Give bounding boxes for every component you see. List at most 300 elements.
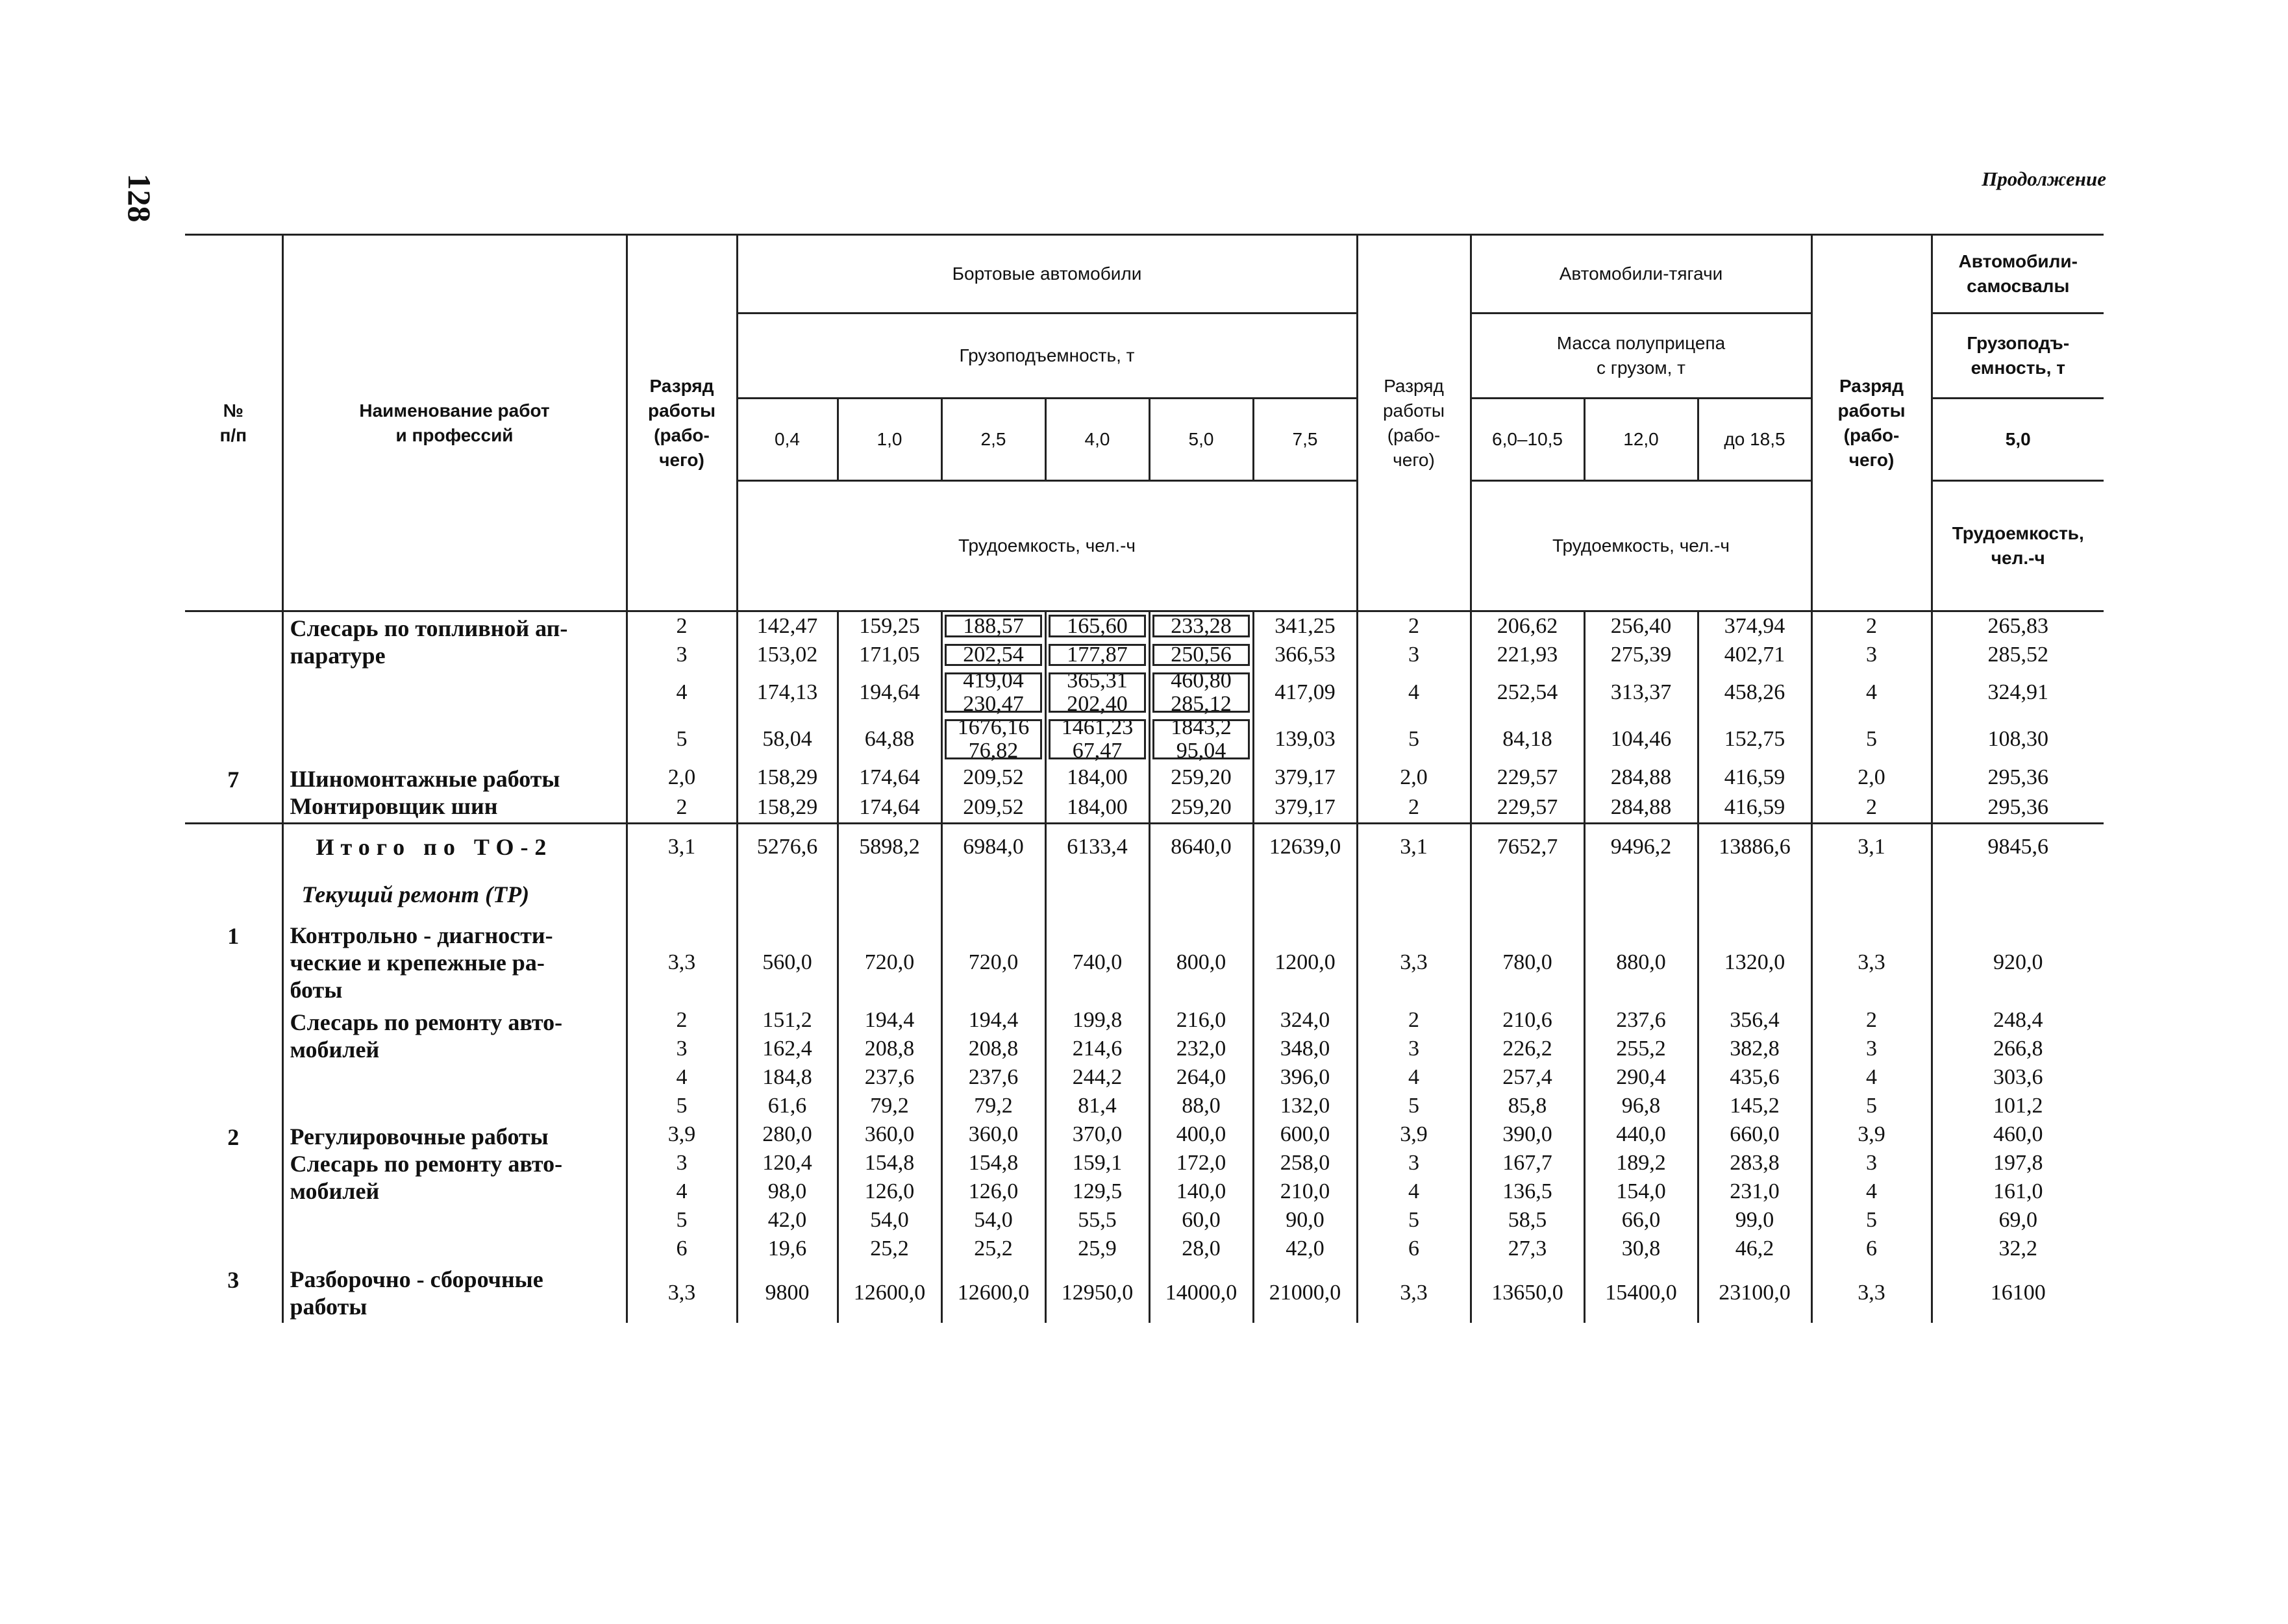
- table-cell: 5: [627, 716, 737, 763]
- table-cell: 2,0: [1357, 763, 1471, 793]
- table-cell: 440,0: [1584, 1120, 1698, 1149]
- table-cell: 3: [1811, 1149, 1932, 1177]
- row-index: 7: [185, 763, 282, 824]
- table-cell: 360,0: [838, 1120, 941, 1149]
- table-row: [185, 1263, 2104, 1323]
- table-cell: 3: [627, 1035, 737, 1063]
- table-cell: 3,9: [1811, 1120, 1932, 1149]
- table-cell: 460,0: [1932, 1120, 2104, 1149]
- table-cell: 348,0: [1253, 1035, 1357, 1063]
- table-cell: 2: [627, 611, 737, 641]
- table-cell: 3,3: [627, 919, 737, 1006]
- table-cell: 390,0: [1471, 1120, 1584, 1149]
- table-cell: 25,9: [1045, 1235, 1149, 1263]
- table-cell: 184,8: [737, 1063, 838, 1092]
- table-cell: 366,53: [1253, 641, 1357, 669]
- table-cell: 165,60: [1045, 611, 1149, 641]
- table-cell: 142,47: [737, 611, 838, 641]
- header-index: № п/п: [185, 235, 282, 611]
- table-cell: 25,2: [838, 1235, 941, 1263]
- table-cell: 720,0: [941, 919, 1045, 1006]
- table-cell: 5: [1357, 1206, 1471, 1235]
- table-cell: 244,2: [1045, 1063, 1149, 1092]
- total-cell: 7652,7: [1471, 824, 1584, 870]
- row-index: 3: [185, 1263, 282, 1323]
- total-cell: 13886,6: [1698, 824, 1811, 870]
- table-cell: 79,2: [838, 1092, 941, 1120]
- table-cell: 2: [1811, 1006, 1932, 1035]
- labor-table-container: [185, 234, 2104, 1323]
- table-cell: 88,0: [1149, 1092, 1253, 1120]
- table-row: [185, 763, 2104, 793]
- total-label: Итого по ТО-2: [282, 824, 627, 870]
- table-cell: 5: [1357, 1092, 1471, 1120]
- table-cell: 46,2: [1698, 1235, 1811, 1263]
- table-cell: 258,0: [1253, 1149, 1357, 1177]
- work-name: Слесарь по ремонту авто- мобилей: [282, 1006, 627, 1120]
- table-cell: 4: [627, 1063, 737, 1092]
- table-row: [185, 1120, 2104, 1149]
- table-cell: 206,62: [1471, 611, 1584, 641]
- total-cell: 12639,0: [1253, 824, 1357, 870]
- table-cell: 237,6: [941, 1063, 1045, 1092]
- row-index: [185, 870, 282, 919]
- table-cell: 120,4: [737, 1149, 838, 1177]
- table-cell: 379,17: [1253, 793, 1357, 824]
- table-row: [185, 1006, 2104, 1035]
- header-onboard-vehicles: Бортовые автомобили: [737, 235, 1357, 314]
- table-cell: 85,8: [1471, 1092, 1584, 1120]
- table-cell: 295,36: [1932, 763, 2104, 793]
- table-cell: 129,5: [1045, 1177, 1149, 1206]
- table-cell: 159,25: [838, 611, 941, 641]
- table-cell: 284,88: [1584, 763, 1698, 793]
- header-mass-18-5: до 18,5: [1698, 399, 1811, 481]
- empty-cell: [1584, 870, 1698, 919]
- table-cell: 61,6: [737, 1092, 838, 1120]
- table-cell: 2: [627, 1006, 737, 1035]
- table-cell: 3,9: [627, 1120, 737, 1149]
- table-cell: 126,0: [838, 1177, 941, 1206]
- header-grade-tractors: Разряд работы (рабо- чего): [1357, 235, 1471, 611]
- table-cell: 60,0: [1149, 1206, 1253, 1235]
- header-cap-1-0: 1,0: [838, 399, 941, 481]
- empty-cell: [737, 870, 838, 919]
- table-cell: 3,9: [1357, 1120, 1471, 1149]
- table-cell: 79,2: [941, 1092, 1045, 1120]
- table-row: [185, 919, 2104, 1006]
- table-cell: 237,6: [838, 1063, 941, 1092]
- table-cell: 1461,23 67,47: [1045, 716, 1149, 763]
- page-number: 128: [121, 173, 158, 223]
- table-cell: 2: [1811, 793, 1932, 824]
- row-index: 2: [185, 1120, 282, 1263]
- table-cell: 280,0: [737, 1120, 838, 1149]
- table-cell: 360,0: [941, 1120, 1045, 1149]
- table-cell: 259,20: [1149, 763, 1253, 793]
- header-onboard-capacity: Грузоподъемность, т: [737, 314, 1357, 399]
- total-cell: 5276,6: [737, 824, 838, 870]
- table-cell: 189,2: [1584, 1149, 1698, 1177]
- table-cell: 64,88: [838, 716, 941, 763]
- table-cell: 151,2: [737, 1006, 838, 1035]
- empty-cell: [627, 870, 737, 919]
- table-cell: 370,0: [1045, 1120, 1149, 1149]
- header-cap-0-4: 0,4: [737, 399, 838, 481]
- table-cell: 13650,0: [1471, 1263, 1584, 1323]
- table-cell: 3: [627, 641, 737, 669]
- section-row: [185, 870, 2104, 919]
- table-cell: 5: [1357, 716, 1471, 763]
- table-cell: 188,57: [941, 611, 1045, 641]
- table-cell: 3: [1811, 1035, 1932, 1063]
- table-cell: 209,52: [941, 763, 1045, 793]
- table-cell: 1843,2 95,04: [1149, 716, 1253, 763]
- table-cell: 3: [627, 1149, 737, 1177]
- table-cell: 4: [1811, 669, 1932, 716]
- table-cell: 226,2: [1471, 1035, 1584, 1063]
- table-cell: 4: [1811, 1177, 1932, 1206]
- table-cell: 417,09: [1253, 669, 1357, 716]
- table-cell: 84,18: [1471, 716, 1584, 763]
- table-cell: 154,8: [941, 1149, 1045, 1177]
- table-cell: 136,5: [1471, 1177, 1584, 1206]
- table-cell: 2: [1811, 611, 1932, 641]
- empty-cell: [941, 870, 1045, 919]
- table-cell: 174,64: [838, 793, 941, 824]
- table-cell: 660,0: [1698, 1120, 1811, 1149]
- table-cell: 126,0: [941, 1177, 1045, 1206]
- header-cap-2-5: 2,5: [941, 399, 1045, 481]
- table-cell: 233,28: [1149, 611, 1253, 641]
- table-cell: 5: [1811, 1206, 1932, 1235]
- table-cell: 265,83: [1932, 611, 2104, 641]
- table-cell: 6: [627, 1235, 737, 1263]
- table-cell: 324,91: [1932, 669, 2104, 716]
- work-name: Контрольно - диагности- ческие и крепежные ра- боты: [282, 919, 627, 1006]
- table-cell: 295,36: [1932, 793, 2104, 824]
- table-cell: 197,8: [1932, 1149, 2104, 1177]
- table-cell: 237,6: [1584, 1006, 1698, 1035]
- table-cell: 396,0: [1253, 1063, 1357, 1092]
- table-cell: 4: [1357, 669, 1471, 716]
- table-body: [185, 611, 2104, 1323]
- table-row: [185, 611, 2104, 641]
- table-cell: 4: [1357, 1063, 1471, 1092]
- total-cell: 6133,4: [1045, 824, 1149, 870]
- table-header: [185, 235, 2104, 611]
- continued-label: Продолжение: [1982, 167, 2106, 190]
- table-cell: 172,0: [1149, 1149, 1253, 1177]
- header-cap-4-0: 4,0: [1045, 399, 1149, 481]
- header-dump-capacity: Грузоподъ- емность, т: [1932, 314, 2104, 399]
- table-cell: 210,6: [1471, 1006, 1584, 1035]
- table-cell: 108,30: [1932, 716, 2104, 763]
- table-cell: 216,0: [1149, 1006, 1253, 1035]
- table-cell: 313,37: [1584, 669, 1698, 716]
- empty-cell: [1811, 870, 1932, 919]
- header-work-name: Наименование работ и профессий: [282, 235, 627, 611]
- empty-cell: [1149, 870, 1253, 919]
- table-cell: 161,0: [1932, 1177, 2104, 1206]
- table-cell: 257,4: [1471, 1063, 1584, 1092]
- labor-intensity-table: [185, 234, 2104, 1323]
- table-cell: 210,0: [1253, 1177, 1357, 1206]
- total-cell: 5898,2: [838, 824, 941, 870]
- table-cell: 140,0: [1149, 1177, 1253, 1206]
- table-cell: 66,0: [1584, 1206, 1698, 1235]
- table-cell: 229,57: [1471, 763, 1584, 793]
- table-cell: 208,8: [941, 1035, 1045, 1063]
- table-cell: 740,0: [1045, 919, 1149, 1006]
- table-cell: 158,29: [737, 763, 838, 793]
- empty-cell: [1253, 870, 1357, 919]
- table-cell: 202,54: [941, 641, 1045, 669]
- total-cell: 9845,6: [1932, 824, 2104, 870]
- table-cell: 27,3: [1471, 1235, 1584, 1263]
- table-cell: 19,6: [737, 1235, 838, 1263]
- header-mass-12: 12,0: [1584, 399, 1698, 481]
- table-cell: 28,0: [1149, 1235, 1253, 1263]
- table-cell: 152,75: [1698, 716, 1811, 763]
- work-name: Регулировочные работы Слесарь по ремонту авто- мобилей: [282, 1120, 627, 1263]
- table-cell: 2: [1357, 611, 1471, 641]
- table-cell: 5: [627, 1206, 737, 1235]
- table-cell: 720,0: [838, 919, 941, 1006]
- empty-cell: [1932, 870, 2104, 919]
- table-cell: 132,0: [1253, 1092, 1357, 1120]
- table-cell: 416,59: [1698, 793, 1811, 824]
- table-cell: 98,0: [737, 1177, 838, 1206]
- table-cell: 920,0: [1932, 919, 2104, 1006]
- table-cell: 250,56: [1149, 641, 1253, 669]
- total-cell: 8640,0: [1149, 824, 1253, 870]
- table-cell: 2: [1357, 1006, 1471, 1035]
- table-cell: 259,20: [1149, 793, 1253, 824]
- table-cell: 25,2: [941, 1235, 1045, 1263]
- table-cell: 419,04 230,47: [941, 669, 1045, 716]
- table-cell: 167,7: [1471, 1149, 1584, 1177]
- table-cell: 229,57: [1471, 793, 1584, 824]
- table-cell: 402,71: [1698, 641, 1811, 669]
- table-cell: 184,00: [1045, 793, 1149, 824]
- row-index: [185, 611, 282, 763]
- table-cell: 153,02: [737, 641, 838, 669]
- table-cell: 880,0: [1584, 919, 1698, 1006]
- header-grade-onboard: Разряд работы (рабо- чего): [627, 235, 737, 611]
- table-cell: 6: [1811, 1235, 1932, 1263]
- table-cell: 154,0: [1584, 1177, 1698, 1206]
- row-index: 1: [185, 919, 282, 1006]
- table-cell: 194,4: [838, 1006, 941, 1035]
- table-cell: 194,64: [838, 669, 941, 716]
- header-dump-labor: Трудоемкость, чел.-ч: [1932, 481, 2104, 611]
- table-cell: 12600,0: [941, 1263, 1045, 1323]
- empty-cell: [1698, 870, 1811, 919]
- work-name: Слесарь по топливной ап- паратуре: [282, 611, 627, 763]
- table-cell: 5: [627, 1092, 737, 1120]
- table-cell: 2,0: [627, 763, 737, 793]
- table-cell: 55,5: [1045, 1206, 1149, 1235]
- table-cell: 252,54: [1471, 669, 1584, 716]
- table-cell: 174,64: [838, 763, 941, 793]
- table-cell: 3,3: [627, 1263, 737, 1323]
- table-cell: 780,0: [1471, 919, 1584, 1006]
- table-cell: 600,0: [1253, 1120, 1357, 1149]
- table-cell: 171,05: [838, 641, 941, 669]
- table-cell: 58,5: [1471, 1206, 1584, 1235]
- table-cell: 14000,0: [1149, 1263, 1253, 1323]
- table-cell: 4: [1357, 1177, 1471, 1206]
- table-cell: 256,40: [1584, 611, 1698, 641]
- table-cell: 96,8: [1584, 1092, 1698, 1120]
- table-cell: 54,0: [941, 1206, 1045, 1235]
- table-cell: 3: [1811, 641, 1932, 669]
- table-cell: 2: [627, 793, 737, 824]
- row-index: [185, 824, 282, 870]
- header-tractor-labor: Трудоемкость, чел.-ч: [1471, 481, 1811, 611]
- table-cell: 324,0: [1253, 1006, 1357, 1035]
- empty-cell: [838, 870, 941, 919]
- header-dump-trucks: Автомобили- самосвалы: [1932, 235, 2104, 314]
- table-cell: 12600,0: [838, 1263, 941, 1323]
- table-cell: 435,6: [1698, 1063, 1811, 1092]
- table-cell: 255,2: [1584, 1035, 1698, 1063]
- table-cell: 3,3: [1811, 919, 1932, 1006]
- table-cell: 199,8: [1045, 1006, 1149, 1035]
- table-cell: 30,8: [1584, 1235, 1698, 1263]
- table-cell: 23100,0: [1698, 1263, 1811, 1323]
- table-cell: 341,25: [1253, 611, 1357, 641]
- table-cell: 104,46: [1584, 716, 1698, 763]
- table-cell: 16100: [1932, 1263, 2104, 1323]
- table-cell: 15400,0: [1584, 1263, 1698, 1323]
- table-cell: 416,59: [1698, 763, 1811, 793]
- header-onboard-labor: Трудоемкость, чел.-ч: [737, 481, 1357, 611]
- header-grade-dump: Разряд работы (рабо- чего): [1811, 235, 1932, 611]
- work-name: Шиномонтажные работы Монтировщик шин: [282, 763, 627, 824]
- table-cell: 3,3: [1357, 919, 1471, 1006]
- work-name: Разборочно - сборочные работы: [282, 1263, 627, 1323]
- table-cell: 248,4: [1932, 1006, 2104, 1035]
- table-cell: 139,03: [1253, 716, 1357, 763]
- empty-cell: [1471, 870, 1584, 919]
- total-cell: 3,1: [1811, 824, 1932, 870]
- table-cell: 374,94: [1698, 611, 1811, 641]
- table-cell: 458,26: [1698, 669, 1811, 716]
- table-cell: 1200,0: [1253, 919, 1357, 1006]
- table-cell: 3: [1357, 1035, 1471, 1063]
- table-cell: 21000,0: [1253, 1263, 1357, 1323]
- table-cell: 12950,0: [1045, 1263, 1149, 1323]
- table-cell: 99,0: [1698, 1206, 1811, 1235]
- table-cell: 275,39: [1584, 641, 1698, 669]
- table-cell: 221,93: [1471, 641, 1584, 669]
- table-cell: 162,4: [737, 1035, 838, 1063]
- total-row: [185, 824, 2104, 870]
- table-cell: 266,8: [1932, 1035, 2104, 1063]
- header-tractor-vehicles: Автомобили-тягачи: [1471, 235, 1811, 314]
- table-cell: 177,87: [1045, 641, 1149, 669]
- total-cell: 3,1: [1357, 824, 1471, 870]
- table-cell: 81,4: [1045, 1092, 1149, 1120]
- table-cell: 4: [1811, 1063, 1932, 1092]
- table-cell: 9800: [737, 1263, 838, 1323]
- table-cell: 3: [1357, 1149, 1471, 1177]
- table-cell: 1676,16 76,82: [941, 716, 1045, 763]
- table-cell: 158,29: [737, 793, 838, 824]
- table-cell: 6: [1357, 1235, 1471, 1263]
- table-cell: 382,8: [1698, 1035, 1811, 1063]
- header-dump-cap-5: 5,0: [1932, 399, 2104, 481]
- table-cell: 159,1: [1045, 1149, 1149, 1177]
- table-cell: 209,52: [941, 793, 1045, 824]
- table-cell: 303,6: [1932, 1063, 2104, 1092]
- table-cell: 379,17: [1253, 763, 1357, 793]
- header-cap-7-5: 7,5: [1253, 399, 1357, 481]
- header-mass-6-10: 6,0–10,5: [1471, 399, 1584, 481]
- section-title: Текущий ремонт (ТР): [282, 870, 627, 919]
- table-cell: 285,52: [1932, 641, 2104, 669]
- header-tractor-mass: Масса полуприцепа с грузом, т: [1471, 314, 1811, 399]
- table-cell: 284,88: [1584, 793, 1698, 824]
- total-cell: 6984,0: [941, 824, 1045, 870]
- table-cell: 3: [1357, 641, 1471, 669]
- table-cell: 4: [627, 1177, 737, 1206]
- table-cell: 231,0: [1698, 1177, 1811, 1206]
- table-cell: 214,6: [1045, 1035, 1149, 1063]
- table-cell: 4: [627, 669, 737, 716]
- table-cell: 3,3: [1357, 1263, 1471, 1323]
- table-cell: 2,0: [1811, 763, 1932, 793]
- total-cell: 9496,2: [1584, 824, 1698, 870]
- table-cell: 1320,0: [1698, 919, 1811, 1006]
- header-cap-5-0: 5,0: [1149, 399, 1253, 481]
- table-cell: 400,0: [1149, 1120, 1253, 1149]
- table-cell: 174,13: [737, 669, 838, 716]
- table-cell: 264,0: [1149, 1063, 1253, 1092]
- table-cell: 42,0: [1253, 1235, 1357, 1263]
- table-cell: 32,2: [1932, 1235, 2104, 1263]
- row-index: [185, 1006, 282, 1120]
- table-cell: 560,0: [737, 919, 838, 1006]
- table-cell: 208,8: [838, 1035, 941, 1063]
- table-cell: 460,80 285,12: [1149, 669, 1253, 716]
- table-cell: 356,4: [1698, 1006, 1811, 1035]
- table-cell: 184,00: [1045, 763, 1149, 793]
- table-cell: 2: [1357, 793, 1471, 824]
- table-cell: 194,4: [941, 1006, 1045, 1035]
- table-cell: 154,8: [838, 1149, 941, 1177]
- table-cell: 58,04: [737, 716, 838, 763]
- table-cell: 145,2: [1698, 1092, 1811, 1120]
- total-cell: 3,1: [627, 824, 737, 870]
- table-cell: 5: [1811, 716, 1932, 763]
- table-cell: 232,0: [1149, 1035, 1253, 1063]
- table-cell: 3,3: [1811, 1263, 1932, 1323]
- table-cell: 283,8: [1698, 1149, 1811, 1177]
- empty-cell: [1045, 870, 1149, 919]
- table-cell: 101,2: [1932, 1092, 2104, 1120]
- table-cell: 290,4: [1584, 1063, 1698, 1092]
- table-cell: 42,0: [737, 1206, 838, 1235]
- empty-cell: [1357, 870, 1471, 919]
- table-cell: 5: [1811, 1092, 1932, 1120]
- table-cell: 54,0: [838, 1206, 941, 1235]
- table-cell: 69,0: [1932, 1206, 2104, 1235]
- table-cell: 365,31 202,40: [1045, 669, 1149, 716]
- table-cell: 800,0: [1149, 919, 1253, 1006]
